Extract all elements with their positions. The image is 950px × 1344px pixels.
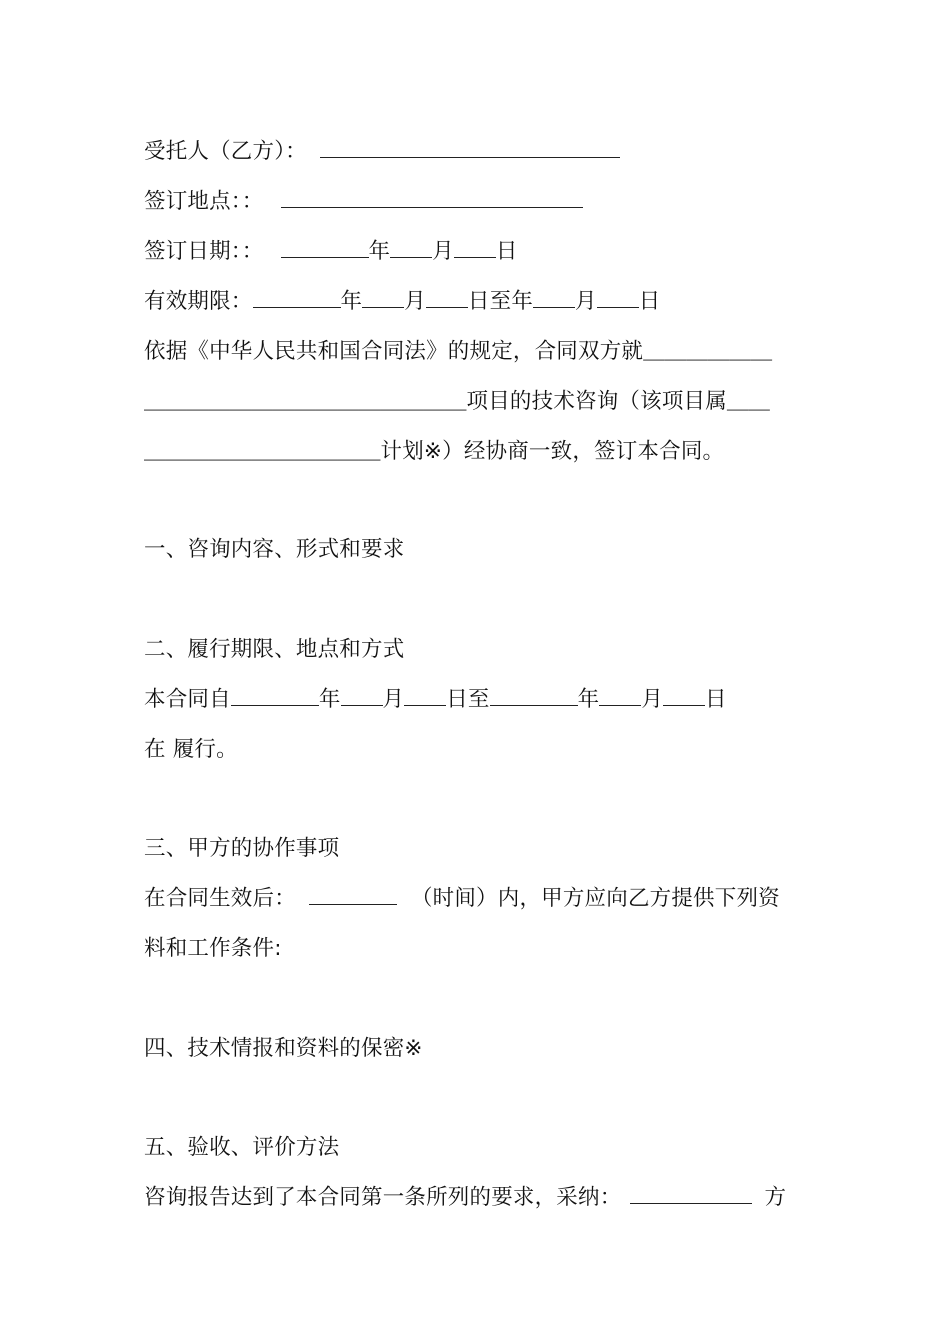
validity-line xyxy=(144,288,660,316)
day-label: 日 xyxy=(495,239,518,264)
term-month-blank xyxy=(341,687,383,706)
month-label: 月 xyxy=(641,687,664,712)
sign-day-blank xyxy=(454,239,496,258)
sign-date-line xyxy=(144,238,518,266)
day-to-label: 日至 xyxy=(446,687,490,712)
dashes-2: ＿＿＿＿＿＿＿＿＿＿＿＿＿＿＿ xyxy=(144,389,467,414)
after-effect-line xyxy=(144,885,780,913)
day-label: 日 xyxy=(638,289,661,314)
dashes-1: ＿＿＿＿＿＿ xyxy=(643,339,773,364)
materials-text: 料和工作条件: xyxy=(144,936,282,961)
year-label: 年 xyxy=(577,687,600,712)
month-label: 月 xyxy=(575,289,597,314)
section-3-title: 三、甲方的协作事项 xyxy=(144,836,340,861)
fang-text: 方 xyxy=(764,1185,787,1210)
after-effect-label: 在合同生效后： xyxy=(144,886,296,911)
day-to-year-label: 日至年 xyxy=(467,289,534,314)
perform-place: 在 履行。 xyxy=(144,737,238,762)
section-5-title: 五、验收、评价方法 xyxy=(144,1135,340,1160)
term-month2-blank xyxy=(599,687,641,706)
sign-date-label: 签订日期：： xyxy=(144,239,264,264)
trustee-blank xyxy=(320,139,620,158)
term-day-blank xyxy=(404,687,446,706)
day-label: 日 xyxy=(705,687,727,712)
year-label: 年 xyxy=(340,289,363,314)
plan-line xyxy=(144,438,724,466)
validity-month-blank xyxy=(362,289,404,308)
term-day2-blank xyxy=(663,687,705,706)
month-label: 月 xyxy=(404,289,426,314)
term-year-blank xyxy=(231,687,319,706)
validity-day-blank xyxy=(426,289,468,308)
sign-month-blank xyxy=(390,239,432,258)
year-label: 年 xyxy=(368,239,391,264)
validity-label: 有效期限： xyxy=(144,289,253,314)
time-text: （时间）内，甲方应向乙方提供下列资 xyxy=(410,886,780,911)
basis-text: 依据《中华人民共和国合同法》的规定，合同双方就 xyxy=(144,339,644,364)
acceptance-text: 咨询报告达到了本合同第一条所列的要求，采纳： xyxy=(144,1185,622,1210)
section-1-title: 一、咨询内容、形式和要求 xyxy=(144,537,405,562)
project-text: 项目的技术咨询（该项目属 xyxy=(466,389,727,414)
term-line xyxy=(144,686,727,714)
sign-place-label: 签订地点：： xyxy=(144,189,264,214)
trustee-label: 受托人（乙方）： xyxy=(144,139,307,164)
sign-year-blank xyxy=(281,239,369,258)
adopt-blank xyxy=(630,1185,752,1204)
dashes-2-tail: ＿＿ xyxy=(726,389,770,414)
trustee-line xyxy=(144,138,620,166)
validity-month2-blank xyxy=(533,289,575,308)
time-blank xyxy=(309,886,397,905)
validity-year-blank xyxy=(253,289,341,308)
sign-place-line xyxy=(144,188,583,216)
month-label: 月 xyxy=(432,239,454,264)
basis-line xyxy=(144,338,772,366)
term-year2-blank xyxy=(490,687,578,706)
sign-place-blank xyxy=(281,189,583,208)
acceptance-line xyxy=(144,1184,786,1212)
year-label: 年 xyxy=(318,687,341,712)
project-line xyxy=(144,388,770,416)
section-4-title: 四、技术情报和资料的保密※ xyxy=(144,1036,423,1061)
dashes-3: ＿＿＿＿＿＿＿＿＿＿＿ xyxy=(144,439,381,464)
plan-text: 计划※）经协商一致，签订本合同。 xyxy=(380,439,725,464)
section-2-title: 二、履行期限、地点和方式 xyxy=(144,637,405,662)
contract-from: 本合同自 xyxy=(144,687,231,712)
month-label: 月 xyxy=(382,687,405,712)
validity-day2-blank xyxy=(597,289,639,308)
